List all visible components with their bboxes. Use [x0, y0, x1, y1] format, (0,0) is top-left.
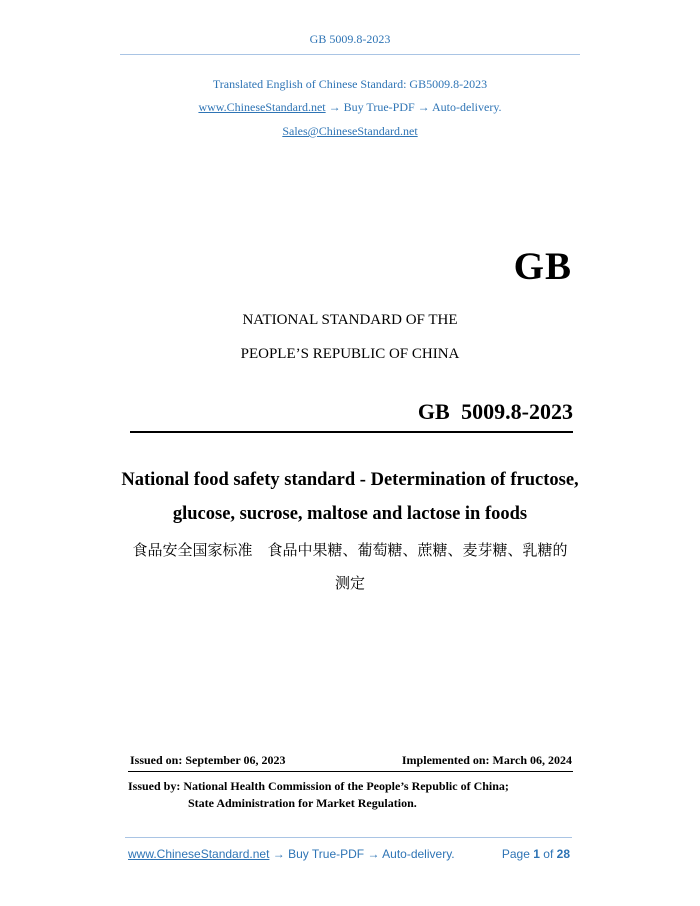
arrow-icon: → [272, 847, 285, 861]
code-rule [130, 431, 573, 433]
gb-logo: GB [513, 245, 572, 288]
chinese-title-line1: 食品安全国家标准 食品中果糖、葡萄糖、蔗糖、麦芽糖、乳糖的 [132, 541, 568, 559]
of-label: of [543, 847, 554, 861]
implemented-on: Implemented on: March 06, 2024 [401, 753, 572, 767]
footer-auto-text: Auto-delivery. [382, 847, 455, 861]
page-total: 28 [556, 847, 570, 861]
arrow-icon: → [328, 100, 341, 114]
issue-rule [128, 771, 573, 772]
site-link[interactable]: www.ChineseStandard.net [198, 100, 326, 114]
running-header: GB 5009.8-2023 [309, 32, 391, 46]
page-label: Page [501, 847, 530, 861]
header-rule [120, 54, 580, 55]
promo-links [0, 100, 700, 115]
translation-note: Translated English of Chinese Standard: GB5009.8-2023 [212, 77, 488, 91]
auto-delivery-text: Auto-delivery. [432, 100, 502, 114]
buy-pdf-text: Buy True-PDF [343, 100, 415, 114]
issued-by-line2: State Administration for Market Regulation. [188, 796, 417, 810]
email-link[interactable]: Sales@ChineseStandard.net [282, 124, 418, 138]
footer-links [128, 847, 455, 861]
issued-by-line1: Issued by: National Health Commission of the People’s Republic of China; [128, 779, 509, 793]
footer-buy-text: Buy True-PDF [288, 847, 365, 861]
arrow-icon: → [417, 100, 430, 114]
national-standard-line1: NATIONAL STANDARD OF THE [242, 312, 458, 328]
footer-site-link[interactable]: www.ChineseStandard.net [128, 847, 270, 861]
issued-on: Issued on: September 06, 2023 [130, 753, 286, 767]
footer-rule [125, 837, 572, 838]
english-title-line1: National food safety standard - Determination of fructose, [121, 470, 579, 490]
arrow-icon: → [367, 847, 380, 861]
standard-code: GB 5009.8-2023 [417, 399, 573, 424]
page-indicator [502, 847, 570, 861]
chinese-title-line2: 测定 [334, 574, 365, 592]
english-title-line2: glucose, sucrose, maltose and lactose in foods [172, 504, 528, 524]
national-standard-line2: PEOPLE’S REPUBLIC OF CHINA [240, 346, 460, 362]
page-number: 1 [533, 847, 540, 861]
promo-email [0, 124, 700, 139]
